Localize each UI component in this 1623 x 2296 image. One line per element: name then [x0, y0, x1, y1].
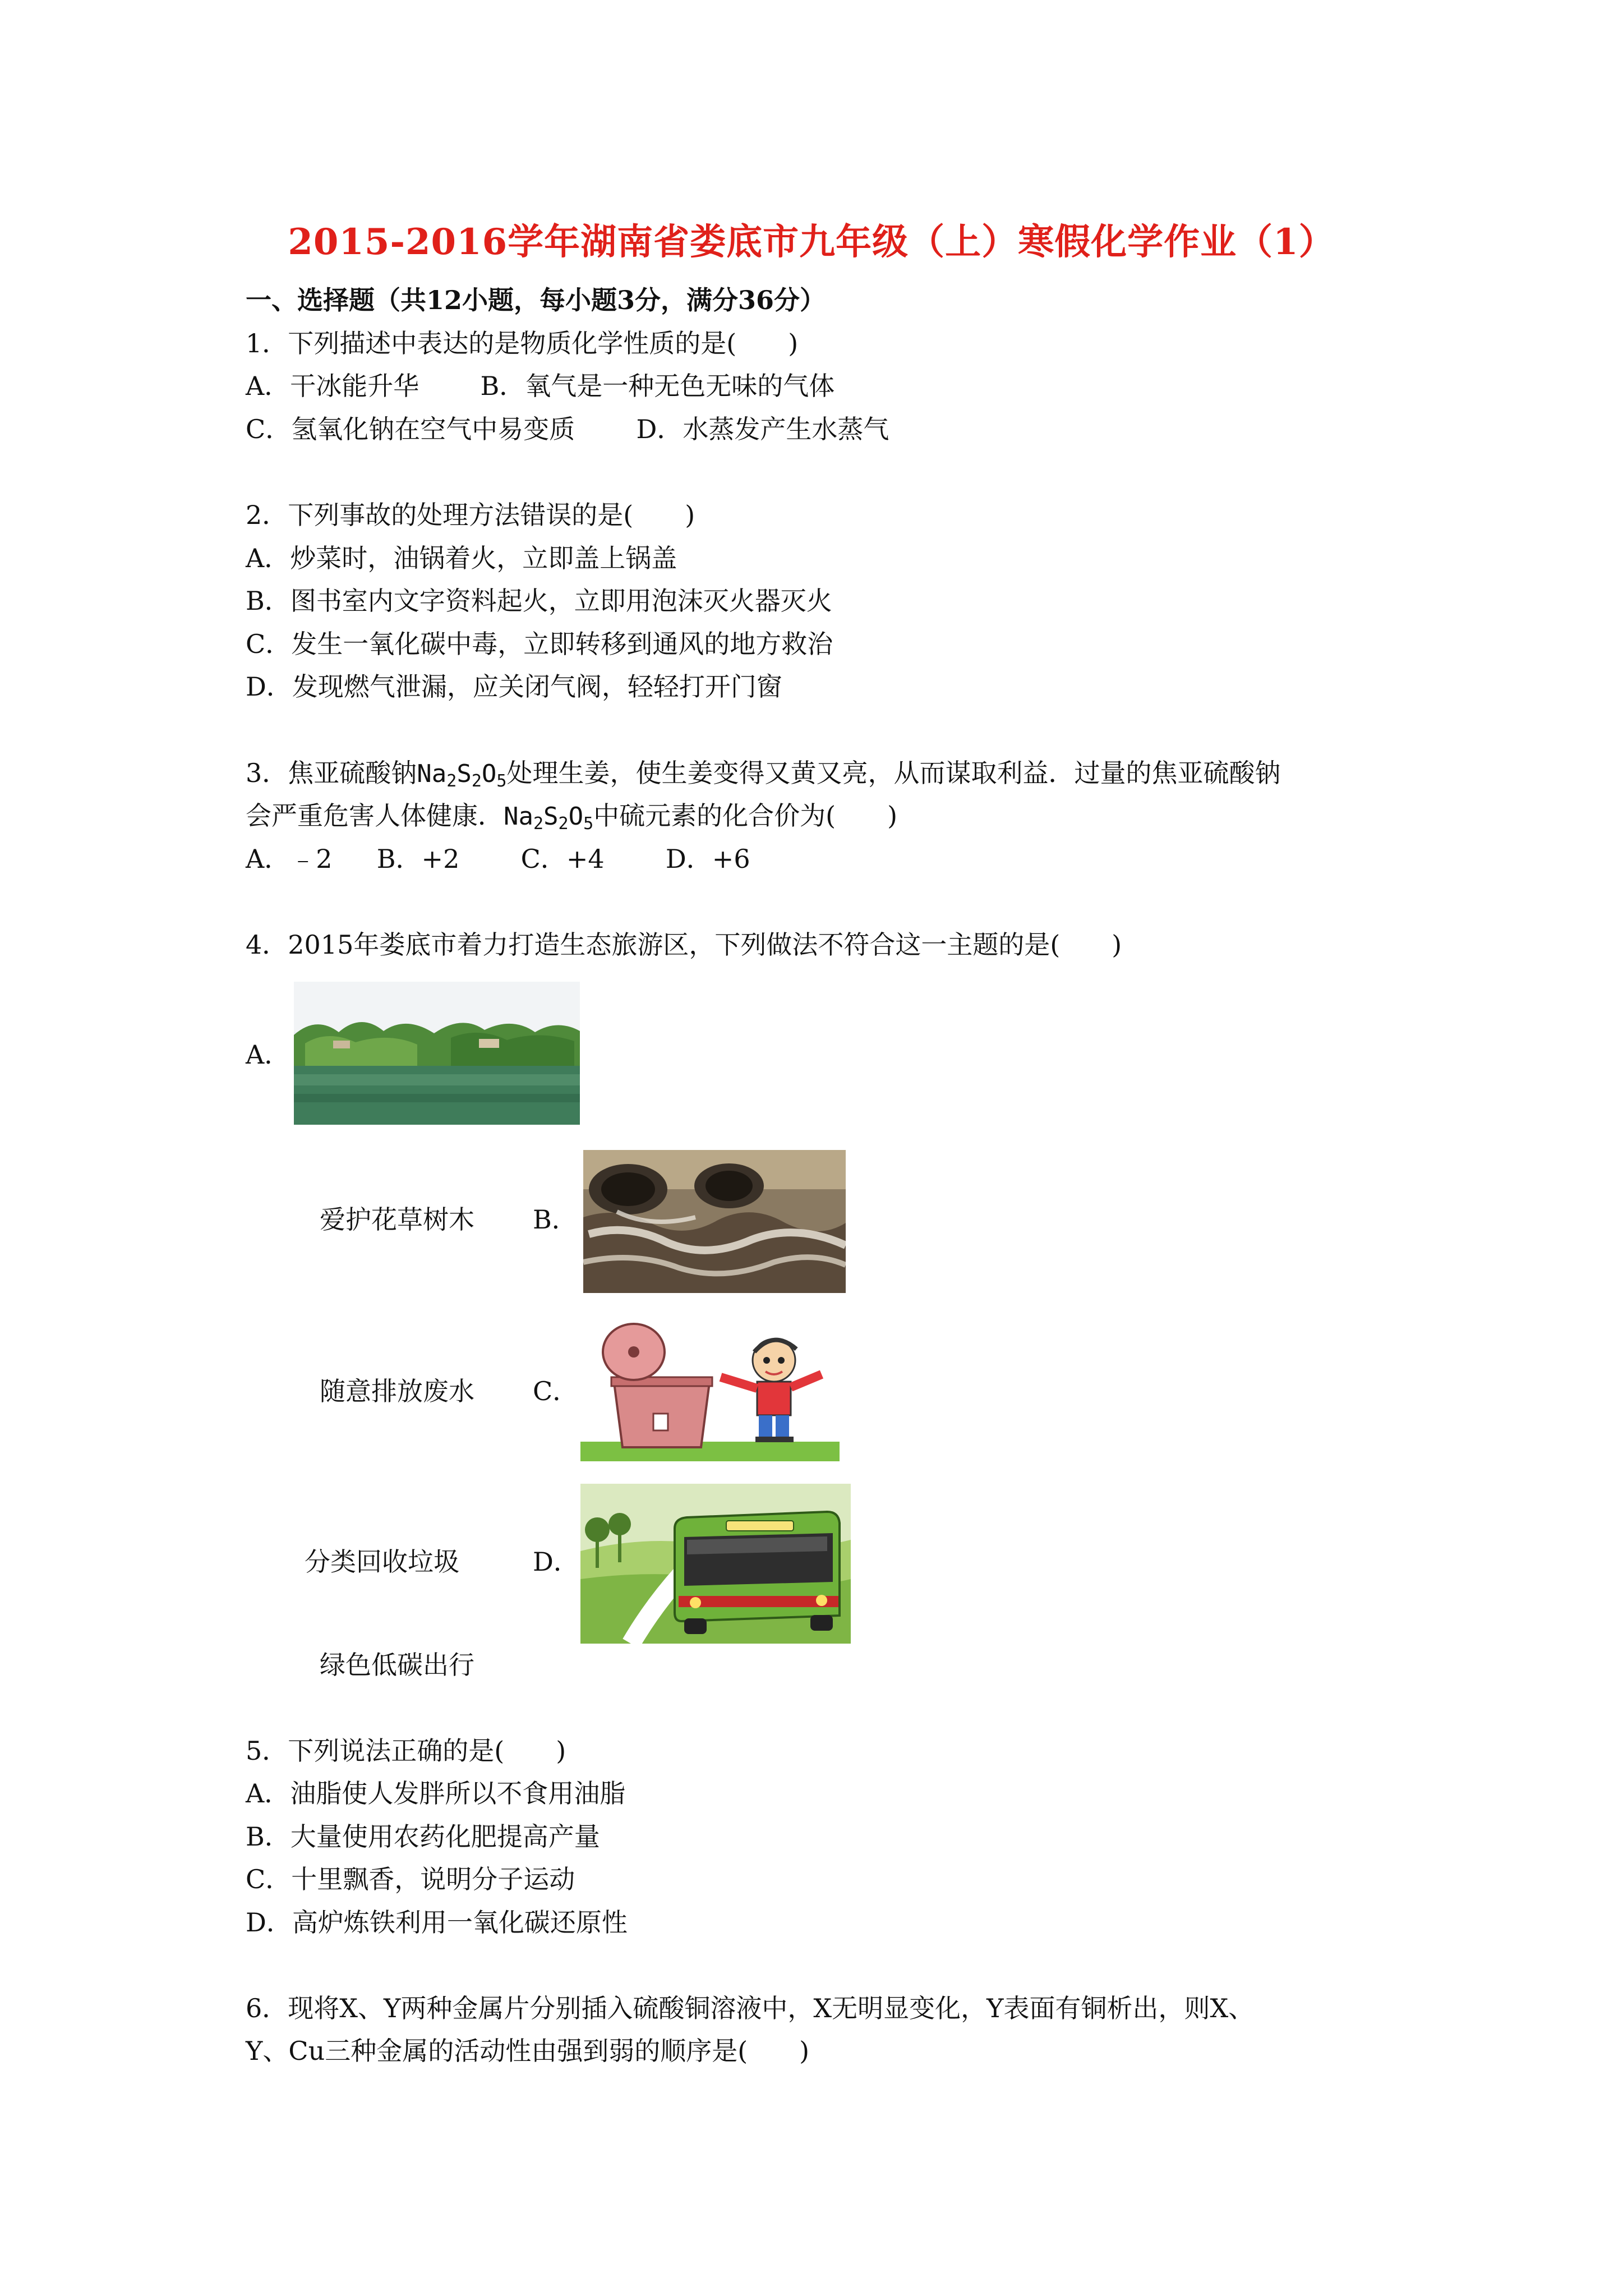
section-heading: 一、选择题（共12小题，每小题3分，满分36分）: [246, 285, 826, 315]
formula-na: Na: [417, 760, 447, 788]
garbage-sorting-image: [580, 1321, 840, 1461]
formula-na: Na: [504, 802, 533, 831]
lake-park-image: [294, 982, 580, 1125]
q4-option-d-label: D．: [533, 1547, 579, 1577]
green-bus-image: [580, 1484, 851, 1644]
formula-s: S: [457, 760, 472, 788]
formula-na-sub: 2: [446, 771, 457, 791]
q2-option-b: B．图书室内文字资料起火，立即用泡沫灭火器灭火: [246, 586, 832, 616]
wastewater-discharge-image: [583, 1150, 846, 1293]
q3-line2-pre: 会严重危害人体健康．: [246, 800, 504, 831]
q1-stem: 1．下列描述中表达的是物质化学性质的是( ): [246, 328, 799, 358]
q4-stem: 4．2015年娄底市着力打造生态旅游区，下列做法不符合这一主题的是( ): [246, 930, 1122, 960]
formula-na-sub: 2: [533, 814, 544, 834]
q5-option-a: A．油脂使人发胖所以不食用油脂: [246, 1778, 626, 1809]
formula-o-sub: 5: [583, 814, 594, 834]
q2-stem: 2．下列事故的处理方法错误的是( ): [246, 500, 695, 530]
q2-option-a: A．炒菜时，油锅着火，立即盖上锅盖: [246, 543, 677, 573]
q2-option-c: C．发生一氧化碳中毒，立即转移到通风的地方救治: [246, 629, 833, 659]
q5-stem: 5．下列说法正确的是( ): [246, 1736, 566, 1766]
formula-o: O: [568, 802, 584, 831]
q1-option-c: C．氢氧化钠在空气中易变质: [246, 414, 575, 444]
q3-line1-post: 处理生姜，使生姜变得又黄又亮，从而谋取利益．过量的焦亚硫酸钠: [506, 758, 1281, 788]
formula-o: O: [481, 760, 497, 788]
q4-option-b-label: B．: [533, 1204, 578, 1235]
q2-option-d: D．发现燃气泄漏，应关闭气阀，轻轻打开门窗: [246, 671, 782, 702]
formula-s: S: [543, 802, 559, 831]
q1-option-d: D．水蒸发产生水蒸气: [636, 414, 889, 444]
q3-option-a: A．﹣2: [246, 844, 333, 874]
q4-option-a-text: 爱护花草树木: [320, 1204, 474, 1235]
q4-option-d-text: 绿色低碳出行: [320, 1650, 474, 1680]
q3-line1-pre: 3．焦亚硫酸钠: [246, 758, 417, 788]
q3-option-b: B．+2: [376, 844, 460, 874]
q3-option-c: C．+4: [520, 844, 605, 874]
q5-option-c: C．十里飘香，说明分子运动: [246, 1864, 575, 1894]
q3-options: [246, 842, 750, 876]
q1-option-b: B．氧气是一种无色无味的气体: [480, 371, 835, 401]
q3-option-d: D．+6: [665, 844, 750, 874]
q4-option-a-label: A．: [246, 1039, 291, 1070]
q5-option-b: B．大量使用农药化肥提高产量: [246, 1821, 600, 1852]
formula-o-sub: 5: [496, 771, 507, 791]
formula: [417, 760, 507, 791]
q3-line2-post: 中硫元素的化合价为( ): [593, 800, 898, 831]
q3-line1: [246, 756, 1280, 791]
page-title: 2015-2016学年湖南省娄底市九年级（上）寒假化学作业（1）: [288, 221, 1335, 263]
q5-option-d: D．高炉炼铁利用一氧化碳还原性: [246, 1907, 628, 1938]
q1-option-a: A．干冰能升华: [246, 371, 419, 401]
formula-s-sub: 2: [558, 814, 569, 834]
q1-options-row2: [246, 412, 889, 446]
q4-option-c-label: C．: [533, 1376, 579, 1406]
formula: [504, 802, 594, 834]
q6-line1: 6．现将X、Y两种金属片分别插入硫酸铜溶液中，X无明显变化，Y表面有铜析出，则X、: [246, 1993, 1255, 2023]
q4-option-c-text: 分类回收垃圾: [305, 1547, 459, 1577]
q6-line2: Y、Cu三种金属的活动性由强到弱的顺序是( ): [246, 2036, 810, 2066]
q4-option-b-text: 随意排放废水: [320, 1376, 474, 1406]
q1-options-row1: [246, 369, 834, 403]
formula-s-sub: 2: [471, 771, 482, 791]
q3-line2: [246, 799, 897, 834]
